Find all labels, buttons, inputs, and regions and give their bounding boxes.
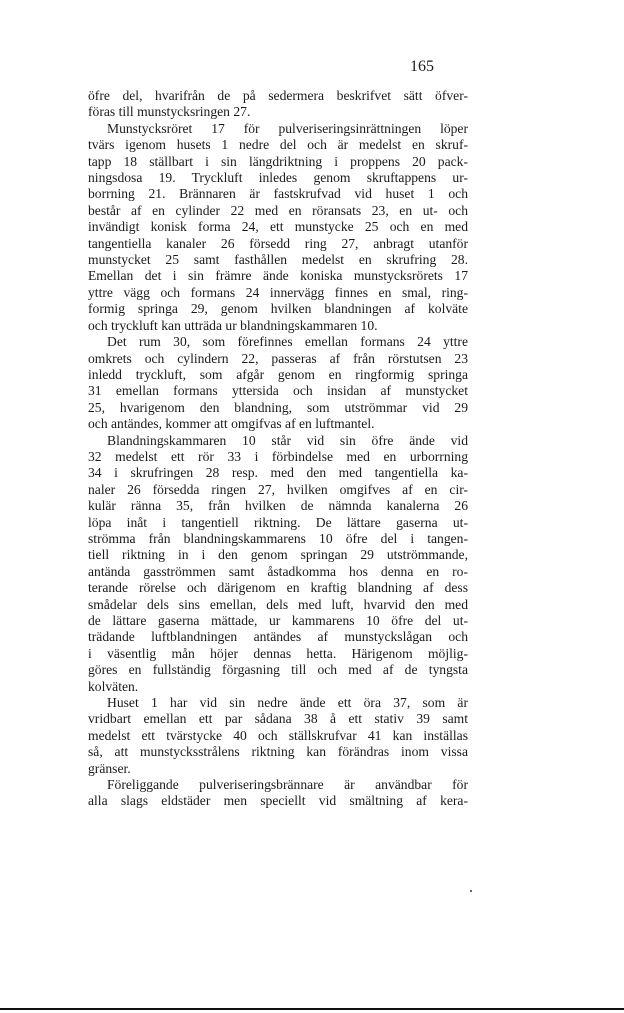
text-line: 25, hvarigenom den blandning, som utströmmar vid 29 [88, 399, 468, 415]
text-line: munstycket 25 samt fasthållen medelst en skrufring 28. [88, 252, 468, 268]
page-edge-rule [0, 1008, 624, 1010]
text-line: och antändes, kommer att omgifvas af en luftmantel. [88, 416, 375, 432]
text-line: i väsentlig mån höjer dennas hetta. Härigenom möjlig- [88, 645, 468, 661]
text-line: Munstycksröret 17 för pulveriseringsinrättningen löper [107, 120, 468, 136]
text-line: Det rum 30, som förefinnes emellan formans 24 yttre [107, 334, 468, 350]
scan-speck [470, 890, 472, 892]
text-line: Huset 1 har vid sin nedre ände ett öra 37, som är [107, 695, 468, 711]
text-line: öfre del, hvarifrån de på sedermera beskrifvet sätt öfver- [88, 88, 468, 103]
text-line: tiell riktning in i den genom springan 29 utströmmande, [88, 547, 468, 563]
body-text [88, 88, 468, 810]
text-line: antända gasströmmen samt åstadkomma hos denna en ro- [88, 563, 468, 579]
text-line: strömma från blandningskammarens 10 öfre del i tangen- [88, 530, 468, 546]
text-line: omkrets och cylindern 22, passeras af från rörstutsen 23 [88, 350, 468, 366]
text-line: terande rörelse och därigenom en kraftig blandning af dess [88, 580, 468, 596]
text-line: 32 medelst ett rör 33 i förbindelse med en urborrning [88, 448, 468, 464]
text-line: ningsdosa 19. Tryckluft inledes genom skruftappens ur- [88, 170, 468, 186]
text-line: och tryckluft kan utträda ur blandningskammaren 10. [88, 317, 378, 333]
text-line: föras till munstycksringen 27. [88, 104, 251, 120]
text-line: formig springa 29, genom hvilken blandningen af kolväte [88, 301, 468, 317]
text-line: göres en fullständig förgasning till och med af de tyngsta [88, 662, 468, 678]
text-line: de lättare gaserna mättade, ur kammarens 10 öfre del ut- [88, 613, 468, 628]
text-line: alla slags eldstäder men speciellt vid smältning af kera- [88, 793, 468, 809]
text-line: yttre vägg och formans 24 innervägg finnes en smal, ring- [88, 284, 468, 300]
text-line: smådelar dels sins emellan, dels med luft, hvarvid den med [88, 596, 468, 612]
text-line: tapp 18 ställbart i sin längdriktning i proppens 20 pack- [88, 153, 468, 169]
text-line: 34 i skrufringen 28 resp. med den med tangentiella ka- [88, 465, 468, 481]
text-line: vridbart emellan ett par sådana 38 å ett stativ 39 samt [88, 711, 468, 727]
text-line: tangentiella kanaler 26 försedd ring 27, anbragt utanför [88, 235, 468, 251]
text-line: så, att munstycksstrålens riktning kan förändras inom vissa [88, 744, 468, 760]
text-line: tvärs igenom husets 1 nedre del och är medelst en skruf- [88, 137, 468, 153]
text-line: naler 26 försedda ringen 27, hvilken omgifves af en cir- [88, 481, 468, 497]
text-line: gränser. [88, 760, 131, 776]
text-line: invändigt konisk forma 24, ett munstycke 25 och en med [88, 219, 468, 235]
text-line: består af en cylinder 22 med en röransats 23, en ut- och [88, 202, 468, 218]
text-line: Blandningskammaren 10 står vid sin öfre ände vid [107, 432, 468, 448]
text-line: trädande luftblandningen antändes af munstyckslågan och [88, 629, 468, 645]
text-line: inledd tryckluft, som afgår genom en ringformig springa [88, 366, 468, 382]
page-number: 165 [410, 58, 434, 75]
text-line: kolväten. [88, 678, 139, 694]
text-line: Föreliggande pulveriseringsbrännare är användbar för [107, 777, 468, 793]
text-line: löpa inåt i tangentiell riktning. De lättare gaserna ut- [88, 514, 468, 530]
text-line: borrning 21. Brännaren är fastskrufvad vid huset 1 och [88, 186, 468, 202]
text-line: Emellan det i sin främre ände koniska munstycksrörets 17 [88, 268, 468, 284]
text-line: kulär ränna 35, från hvilken de nämnda kanalerna 26 [88, 498, 468, 514]
text-line: medelst ett tvärstycke 40 och ställskrufvar 41 kan inställas [88, 727, 468, 743]
text-line: 31 emellan formans yttersida och insidan af munstycket [88, 383, 468, 399]
